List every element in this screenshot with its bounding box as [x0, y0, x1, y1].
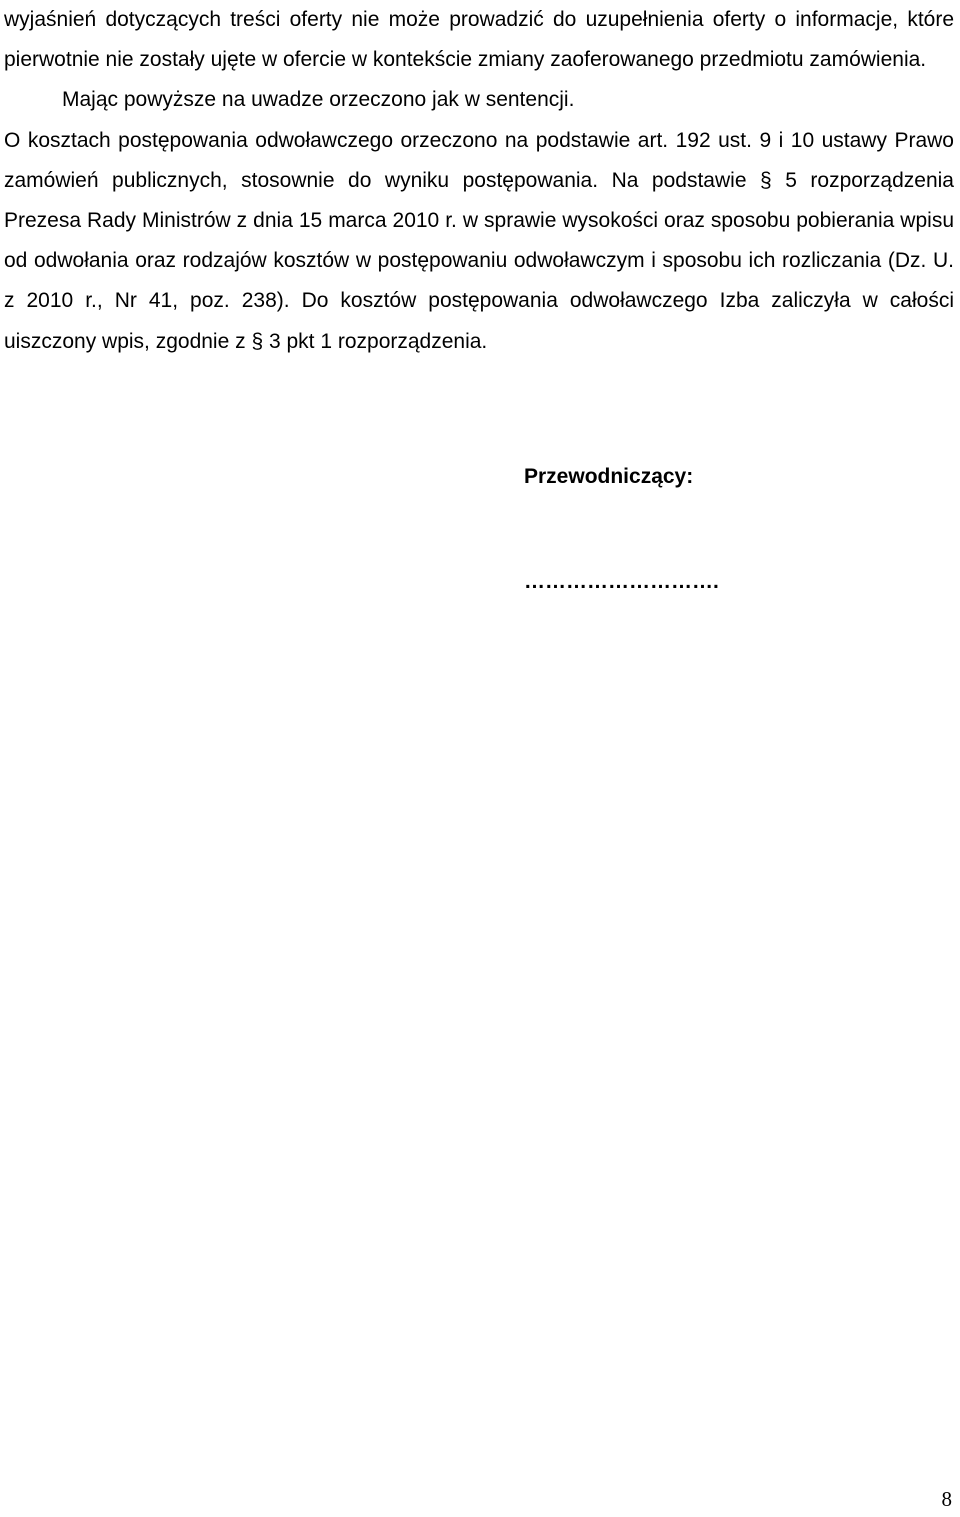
paragraph-ruling: Mając powyższe na uwadze orzeczono jak w sentencji. — [62, 88, 575, 112]
paragraph-offer-clarification: wyjaśnień dotyczących treści oferty nie może prowadzić do uzupełnienia oferty o informacje, które pierwotnie nie zostały ujęte w ofercie w kontekście zmiany zaoferowanego przedmiotu zamówienia. — [4, 8, 954, 72]
signature-line: ………………………. — [524, 570, 719, 593]
paragraph-costs: O kosztach postępowania odwoławczego orzeczono na podstawie art. 192 ust. 9 i 10 ustawy Prawo zamówień publicznych, stosownie do wyniku postępowania. Na podstawie § 5 rozporządzenia Prezesa Rady Ministrów z dnia 15 marca 2010 r. w sprawie wysokości oraz sposobu pobierania wpisu od odwołania oraz rodzajów kosztów w postępowaniu odwoławczym i sposobu ich rozliczania (Dz. U. z 2010 r., Nr 41, poz. 238). Do kosztów postępowania odwoławczego Izba zaliczyła w całości uiszczony wpis, zgodnie z § 3 pkt 1 rozporządzenia. — [4, 128, 954, 353]
chairperson-label: Przewodniczący: — [524, 465, 694, 488]
page-number: 8 — [941, 1487, 952, 1511]
document-body — [4, 0, 954, 362]
